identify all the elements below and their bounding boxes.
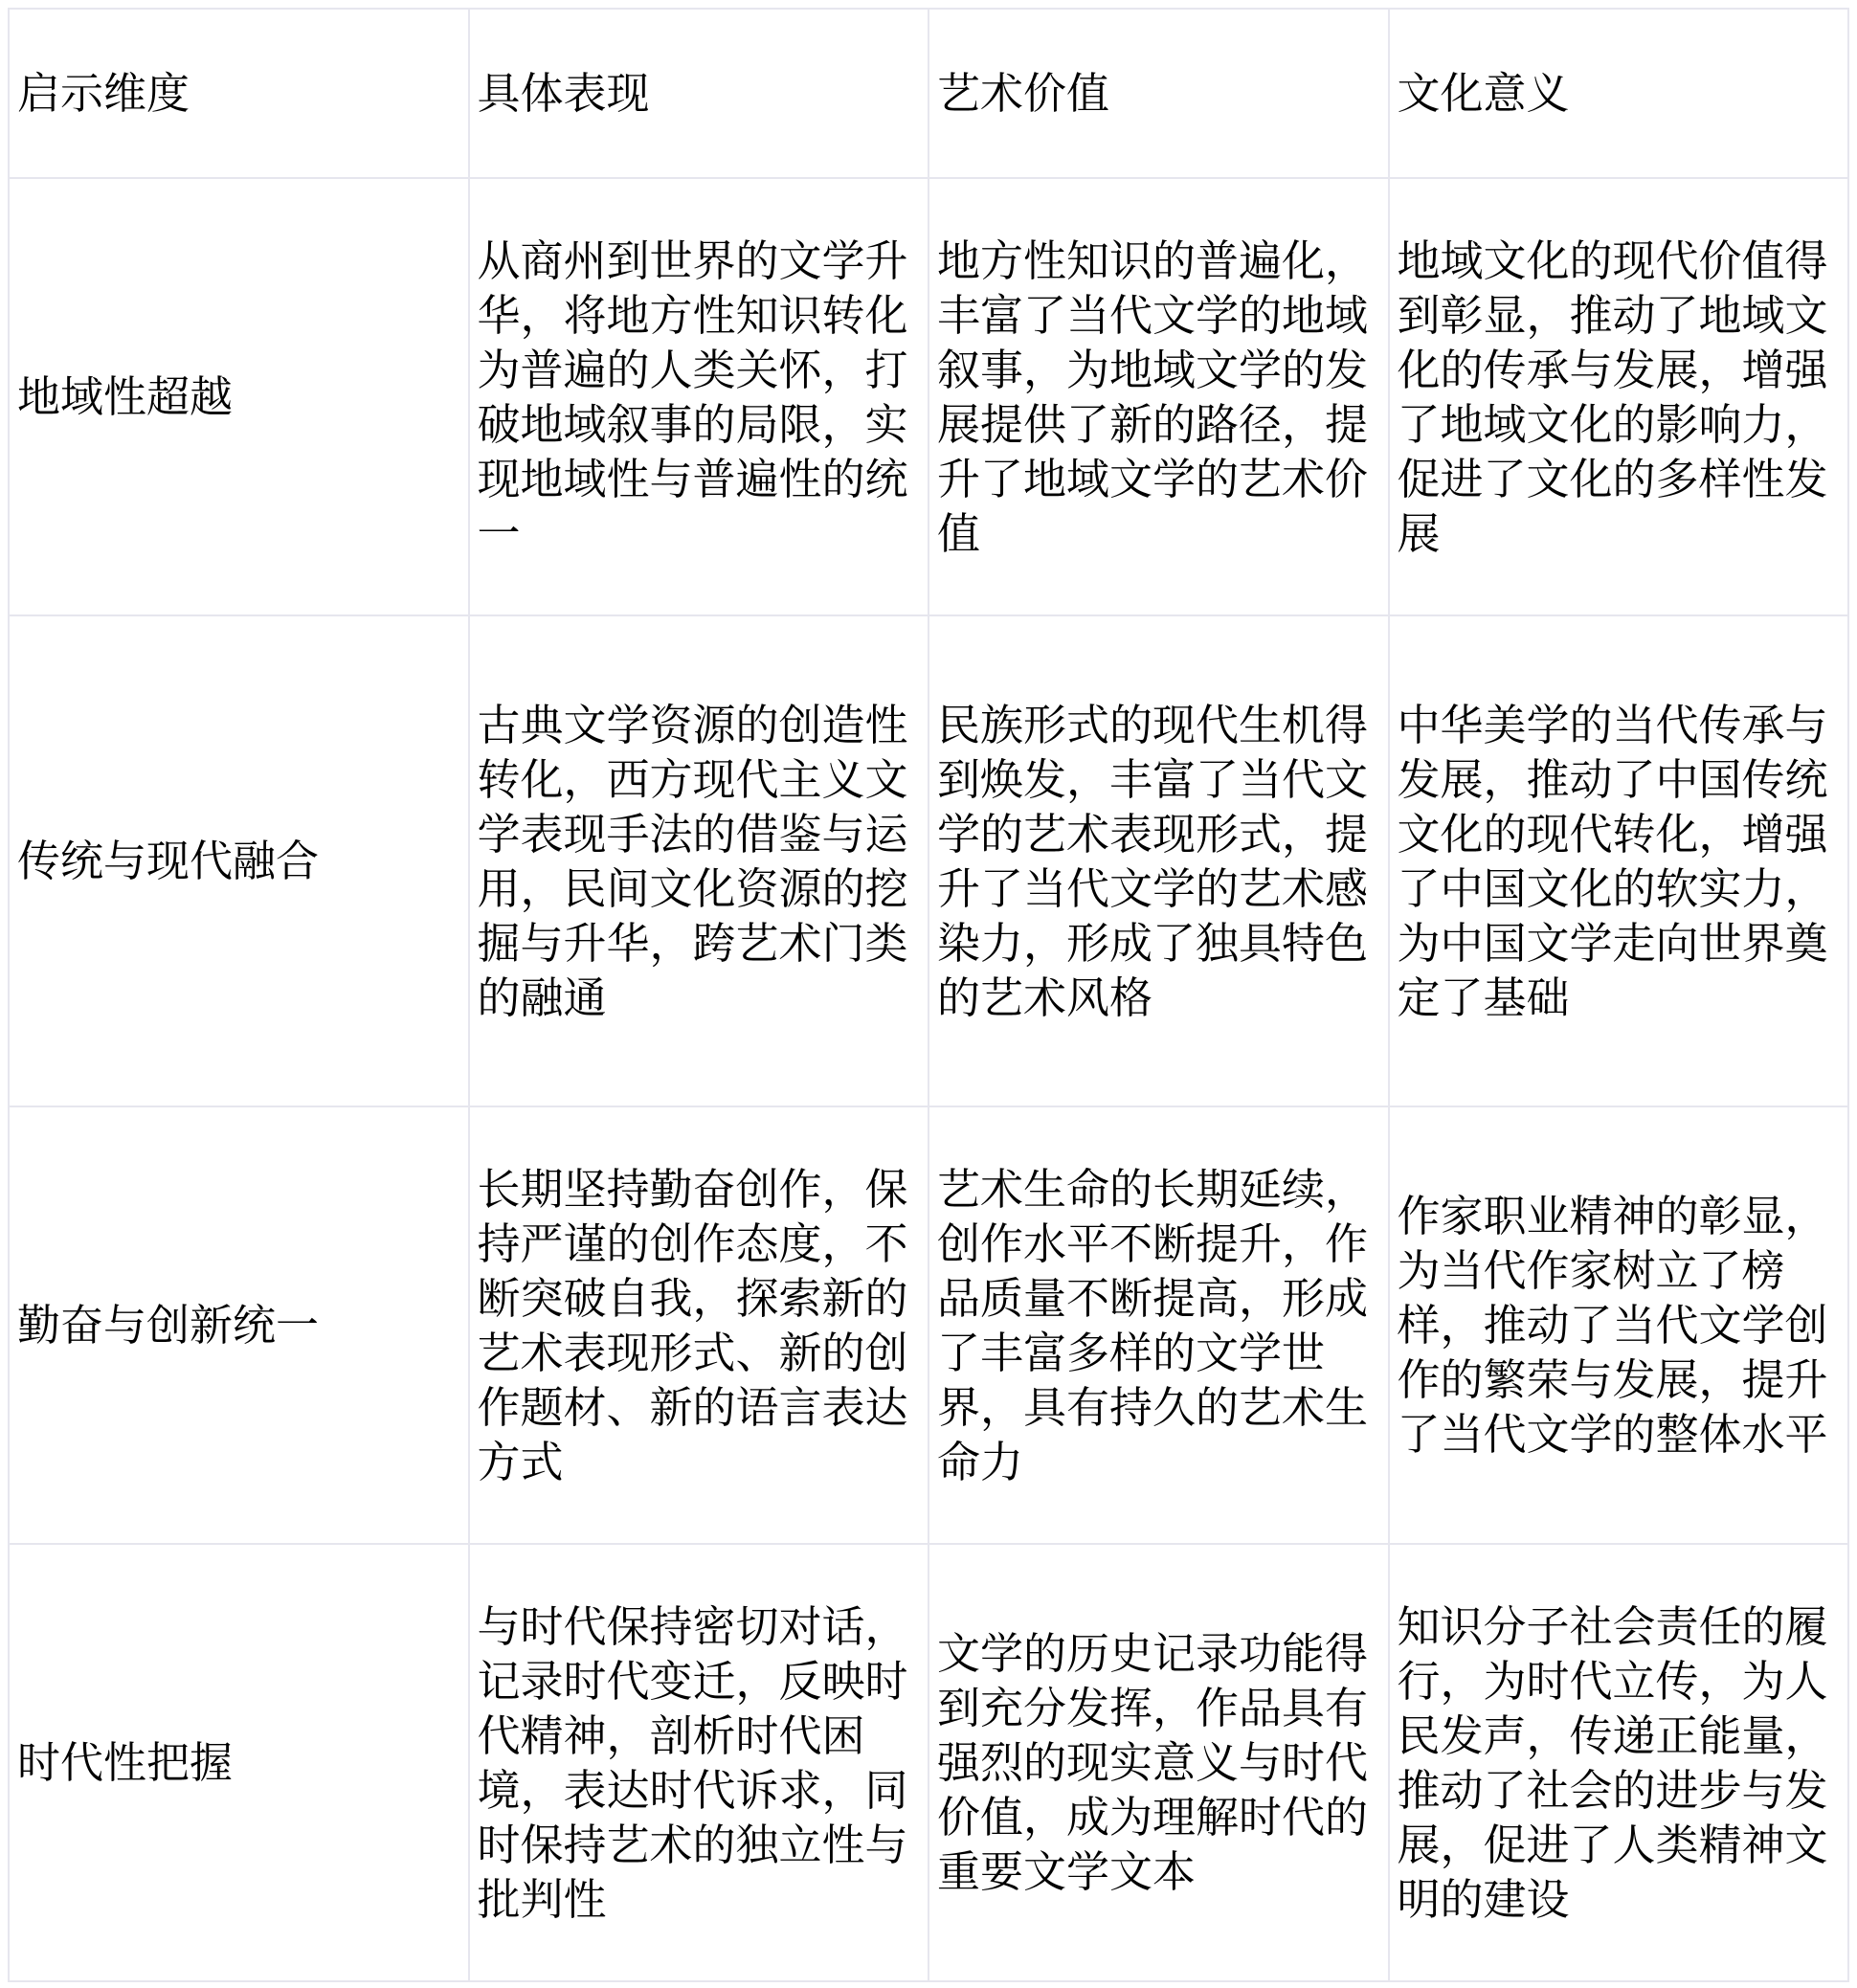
cell-cultural-significance: 知识分子社会责任的履行，为时代立传，为人民发声，传递正能量，推动了社会的进步与发展，促进了人类精神文明的建设	[1389, 1544, 1849, 1981]
cell-manifestation: 古典文学资源的创造性转化，西方现代主义文学表现手法的借鉴与运用，民间文化资源的挖掘与升华，跨艺术门类的融通	[469, 615, 929, 1106]
table-header-row	[9, 9, 1848, 178]
header-manifestation: 具体表现	[469, 9, 929, 178]
cell-dimension: 时代性把握	[9, 1544, 469, 1981]
cell-artistic-value: 地方性知识的普遍化，丰富了当代文学的地域叙事，为地域文学的发展提供了新的路径，提升了地域文学的艺术价值	[928, 178, 1389, 615]
header-artistic-value: 艺术价值	[928, 9, 1389, 178]
cell-manifestation: 长期坚持勤奋创作，保持严谨的创作态度，不断突破自我，探索新的艺术表现形式、新的创作题材、新的语言表达方式	[469, 1106, 929, 1544]
header-cultural-significance: 文化意义	[1389, 9, 1849, 178]
cell-artistic-value: 文学的历史记录功能得到充分发挥，作品具有强烈的现实意义与时代价值，成为理解时代的重要文学文本	[928, 1544, 1389, 1981]
cell-cultural-significance: 中华美学的当代传承与发展，推动了中国传统文化的现代转化，增强了中国文化的软实力，为中国文学走向世界奠定了基础	[1389, 615, 1849, 1106]
cell-cultural-significance: 地域文化的现代价值得到彰显，推动了地域文化的传承与发展，增强了地域文化的影响力，促进了文化的多样性发展	[1389, 178, 1849, 615]
header-dimension: 启示维度	[9, 9, 469, 178]
cell-dimension: 勤奋与创新统一	[9, 1106, 469, 1544]
table-row	[9, 1106, 1848, 1544]
cell-manifestation: 从商州到世界的文学升华，将地方性知识转化为普遍的人类关怀，打破地域叙事的局限，实现地域性与普遍性的统一	[469, 178, 929, 615]
cell-cultural-significance: 作家职业精神的彰显，为当代作家树立了榜样，推动了当代文学创作的繁荣与发展，提升了当代文学的整体水平	[1389, 1106, 1849, 1544]
table-row	[9, 178, 1848, 615]
insight-table	[8, 8, 1849, 1982]
table-row	[9, 1544, 1848, 1981]
table-row	[9, 615, 1848, 1106]
cell-artistic-value: 艺术生命的长期延续，创作水平不断提升，作品质量不断提高，形成了丰富多样的文学世界，具有持久的艺术生命力	[928, 1106, 1389, 1544]
cell-manifestation: 与时代保持密切对话，记录时代变迁，反映时代精神，剖析时代困境，表达时代诉求，同时保持艺术的独立性与批判性	[469, 1544, 929, 1981]
cell-dimension: 地域性超越	[9, 178, 469, 615]
cell-artistic-value: 民族形式的现代生机得到焕发，丰富了当代文学的艺术表现形式，提升了当代文学的艺术感染力，形成了独具特色的艺术风格	[928, 615, 1389, 1106]
cell-dimension: 传统与现代融合	[9, 615, 469, 1106]
